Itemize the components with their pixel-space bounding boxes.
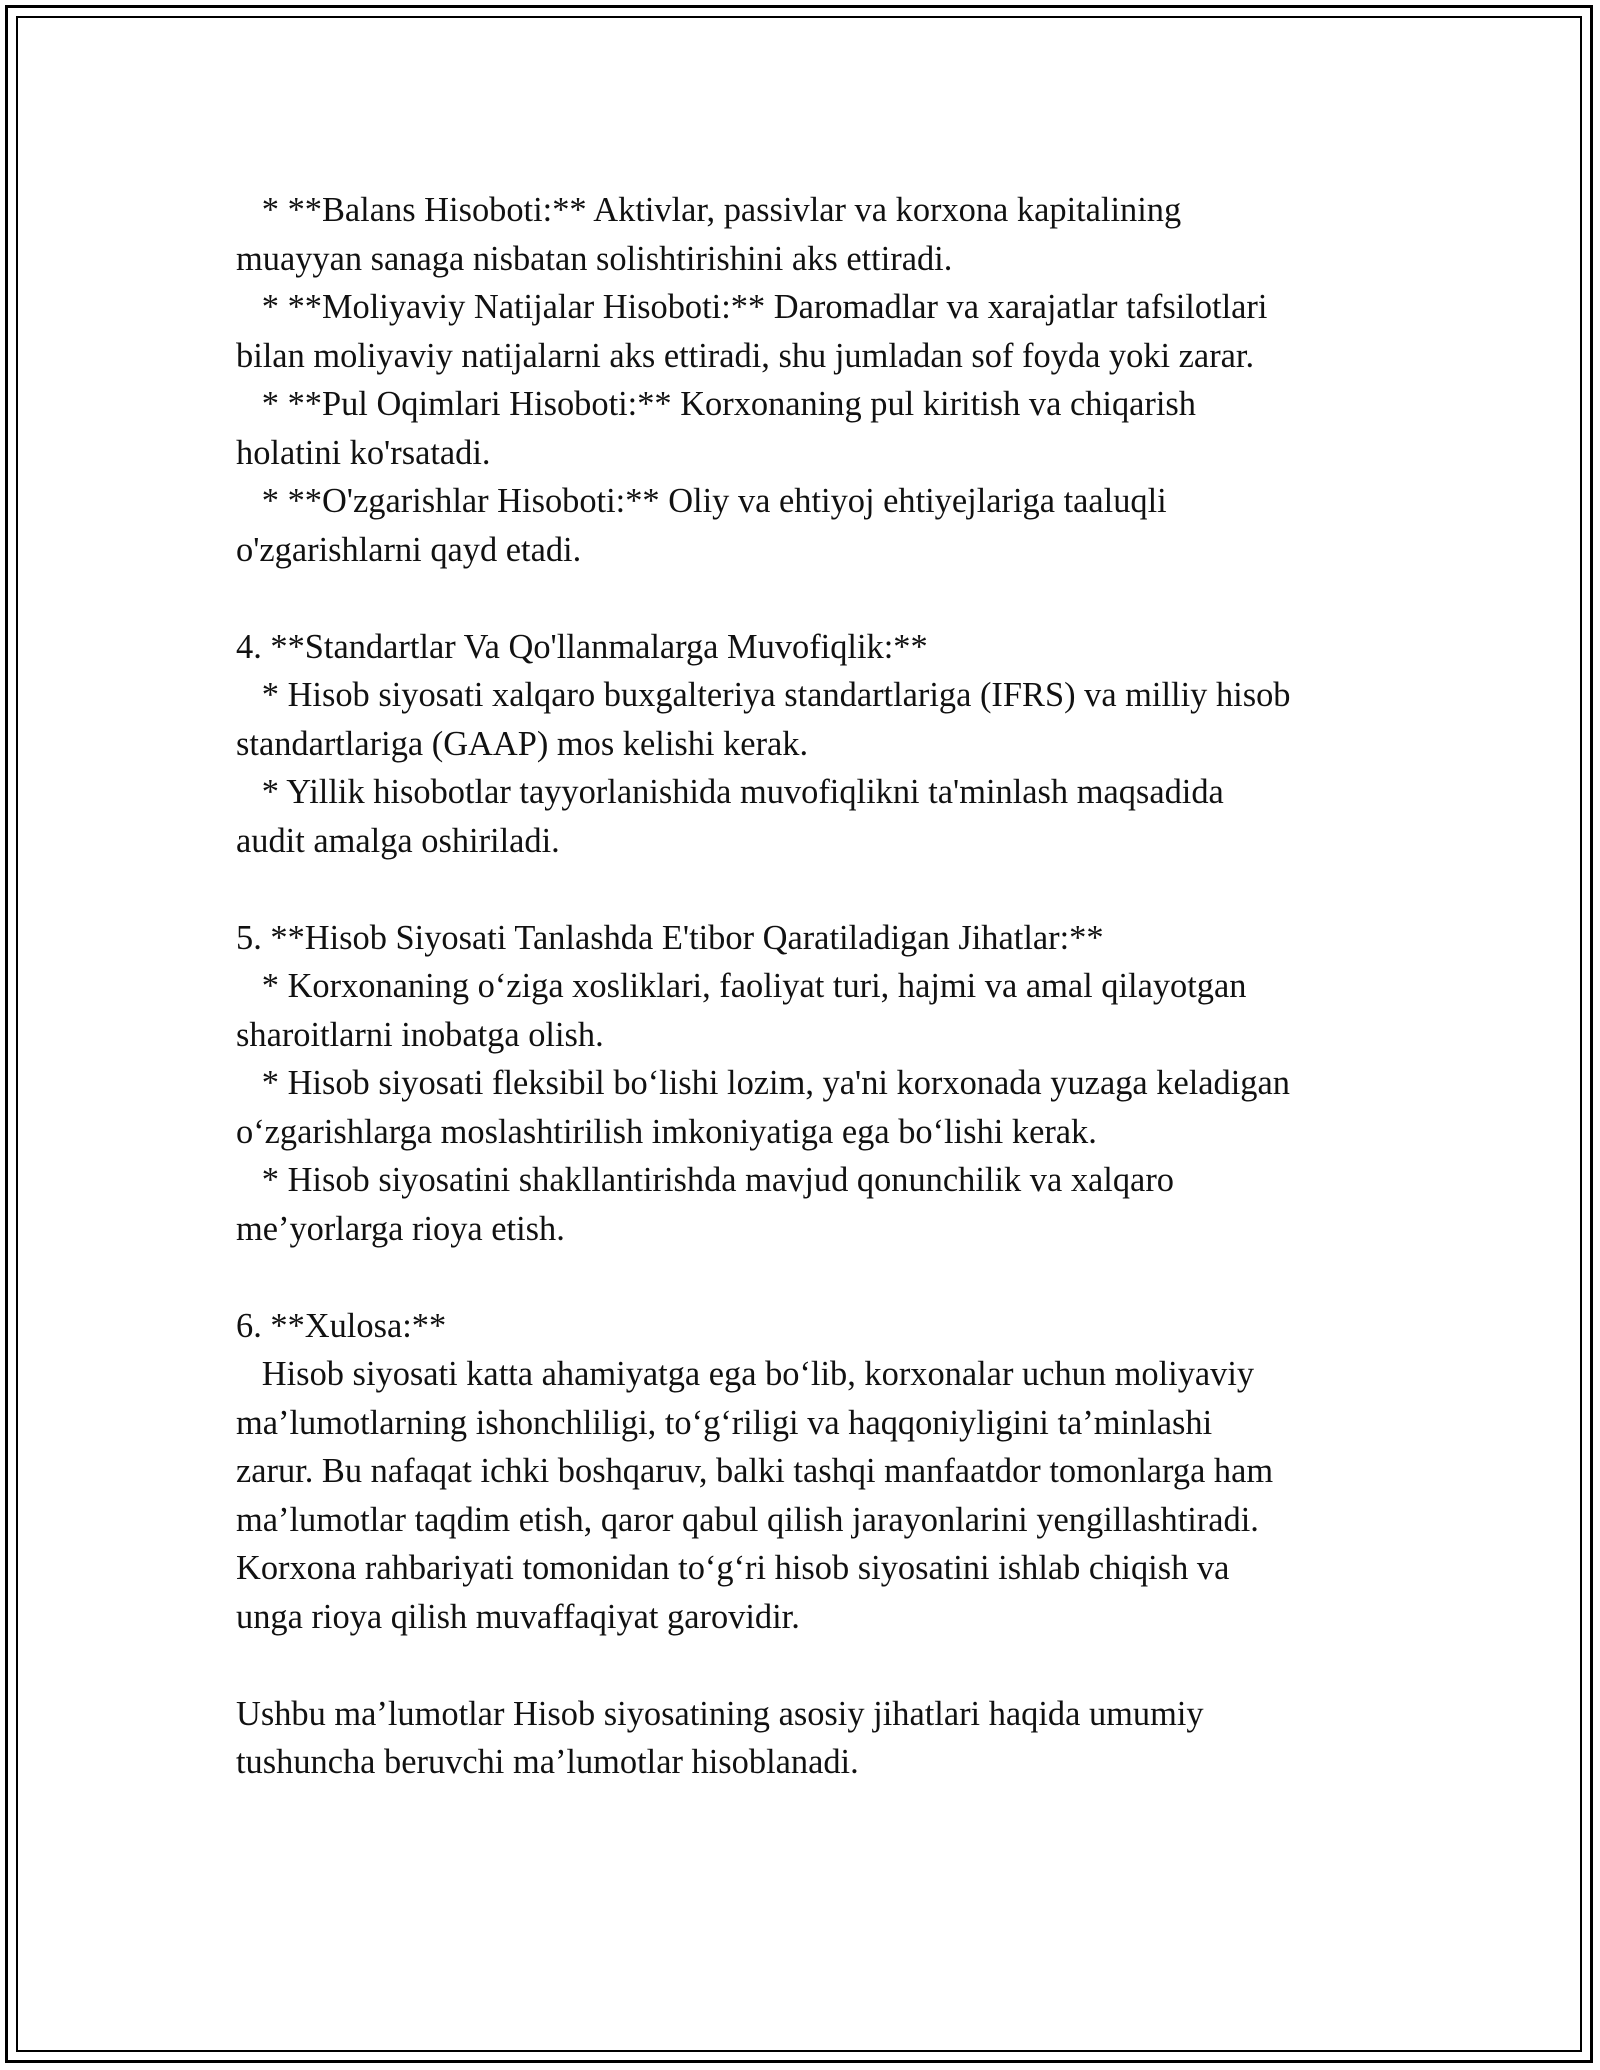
text-line: bilan moliyaviy natijalarni aks ettiradi, shu jumladan sof foyda yoki zarar. (236, 336, 1255, 375)
text-line: * Hisob siyosatini shakllantirishda mavjud qonunchilik va xalqaro (236, 1161, 1174, 1199)
text-line: * **Balans Hisoboti:** Aktivlar, passivlar va korxona kapitalining (236, 191, 1182, 229)
document-body (236, 186, 1396, 1787)
paragraph-spacer (236, 865, 1396, 914)
text-line: unga rioya qilish muvaffaqiyat garovidir. (236, 1597, 800, 1636)
text-line: ma’lumotlar taqdim etish, qaror qabul qilish jarayonlarini yengillashtiradi. (236, 1500, 1259, 1539)
text-line: standartlariga (GAAP) mos kelishi kerak. (236, 724, 809, 763)
section-6 (236, 1302, 1396, 1642)
paragraph-spacer (236, 574, 1396, 623)
section-heading: 6. **Xulosa:** (236, 1306, 447, 1345)
text-line: * **O'zgarishlar Hisoboti:** Oliy va ehtiyoj ehtiyejlariga taaluqli (236, 482, 1167, 520)
text-line: * Korxonaning o‘ziga xosliklari, faoliyat turi, hajmi va amal qilayotgan (236, 967, 1247, 1005)
text-line: * Yillik hisobotlar tayyorlanishida muvofiqlikni ta'minlash maqsadida (236, 773, 1224, 811)
closing-paragraph (236, 1690, 1396, 1787)
text-line: o‘zgarishlarga moslashtirilish imkoniyatiga ega bo‘lishi kerak. (236, 1112, 1097, 1151)
text-line: audit amalga oshiriladi. (236, 821, 560, 860)
text-line: * **Pul Oqimlari Hisoboti:** Korxonaning pul kiritish va chiqarish (236, 385, 1196, 423)
text-line: Korxona rahbariyati tomonidan to‘g‘ri hisob siyosatini ishlab chiqish va (236, 1549, 1230, 1587)
text-line: * Hisob siyosati fleksibil bo‘lishi lozim, ya'ni korxonada yuzaga keladigan (236, 1064, 1290, 1102)
section-4 (236, 623, 1396, 866)
text-line: Hisob siyosati katta ahamiyatga ega bo‘lib, korxonalar uchun moliyaviy (236, 1355, 1255, 1393)
paragraph-spacer (236, 1253, 1396, 1302)
text-line: * **Moliyaviy Natijalar Hisoboti:** Daromadlar va xarajatlar tafsilotlari (236, 288, 1268, 326)
text-line: Ushbu ma’lumotlar Hisob siyosatining asosiy jihatlari haqida umumiy (236, 1694, 1204, 1733)
section-heading: 5. **Hisob Siyosati Tanlashda E'tibor Qaratiladigan Jihatlar:** (236, 918, 1104, 957)
text-line: holatini ko'rsatadi. (236, 433, 491, 472)
text-line: ma’lumotlarning ishonchliligi, to‘g‘riligi va haqqoniyligini ta’minlashi (236, 1403, 1213, 1442)
paragraph-spacer (236, 1641, 1396, 1690)
section-5 (236, 914, 1396, 1254)
text-line: tushuncha beruvchi ma’lumotlar hisoblanadi. (236, 1743, 859, 1781)
text-line: * Hisob siyosati xalqaro buxgalteriya standartlariga (IFRS) va milliy hisob (236, 676, 1291, 714)
text-line: sharoitlarni inobatga olish. (236, 1015, 604, 1054)
report-types-list (236, 186, 1396, 574)
text-line: o'zgarishlarni qayd etadi. (236, 530, 582, 569)
section-heading: 4. **Standartlar Va Qo'llanmalarga Muvofiqlik:** (236, 627, 928, 666)
text-line: me’yorlarga rioya etish. (236, 1209, 565, 1248)
text-line: muayyan sanaga nisbatan solishtirishini aks ettiradi. (236, 239, 953, 278)
text-line: zarur. Bu nafaqat ichki boshqaruv, balki tashqi manfaatdor tomonlarga ham (236, 1452, 1274, 1490)
